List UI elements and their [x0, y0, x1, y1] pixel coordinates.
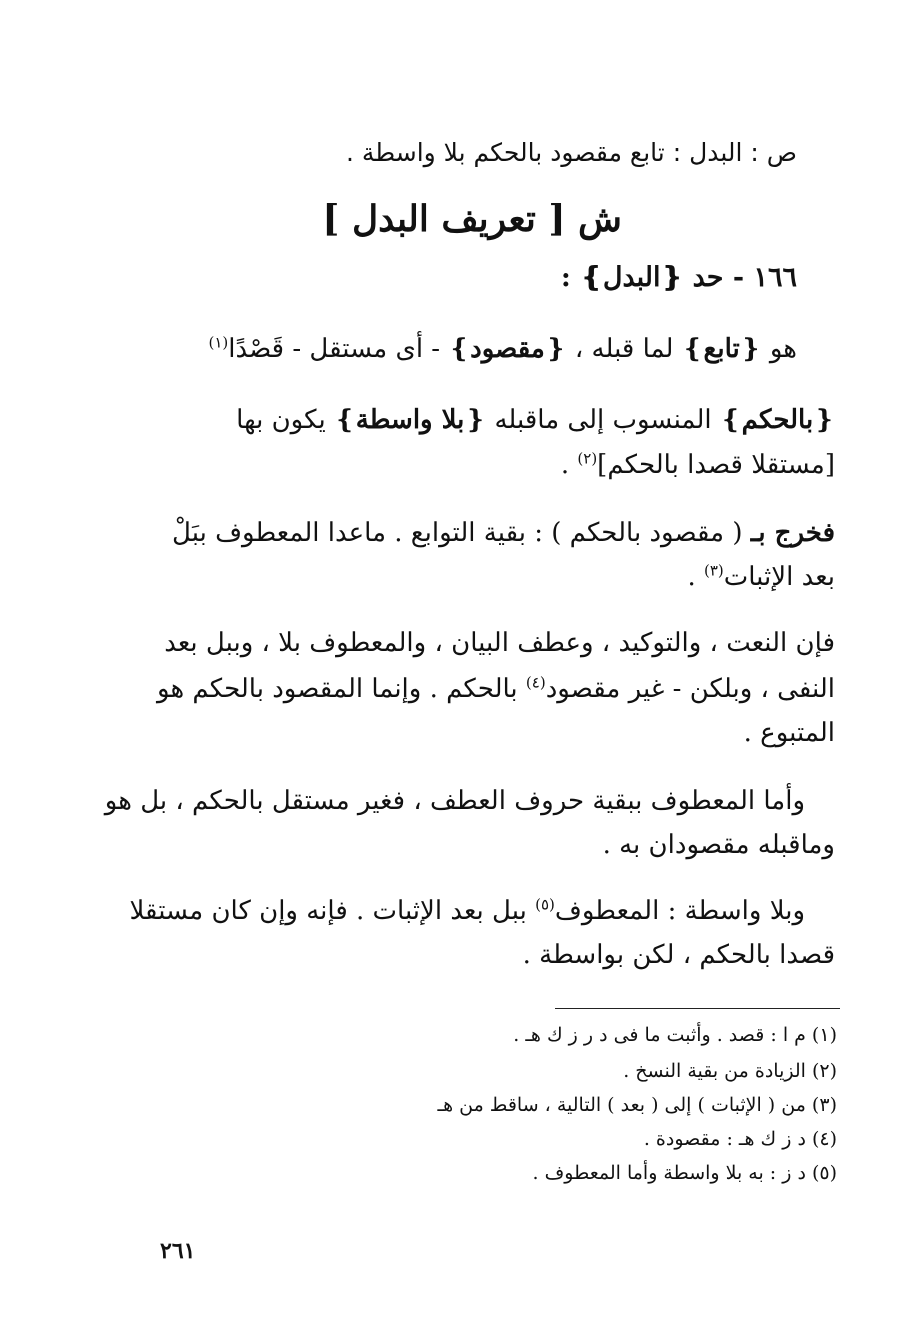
section-number-line: [60, 262, 797, 294]
footnote-4: (٤) د ز ك هـ : مقصودة .: [643, 1128, 837, 1150]
para2-bracket-text: [مستقلا قصدا بالحكم]: [597, 450, 835, 480]
para3-line1: [60, 518, 835, 549]
section-number: ١٦٦: [753, 262, 797, 293]
section-term: البدل: [602, 262, 661, 293]
ornament-open-icon: ❴: [660, 262, 684, 293]
para2-line2: [60, 450, 835, 481]
para1-word: هو: [769, 334, 797, 364]
para4-line3: المتبوع .: [743, 718, 835, 748]
matn-line: ص : البدل : تابع مقصود بالحكم بلا واسطة .: [345, 138, 797, 167]
term-bila-wasita: بلا واسطة: [355, 405, 465, 435]
para5-line2: وماقبله مقصودان به .: [602, 830, 835, 860]
section-label: حد: [692, 262, 724, 293]
ornament-close-icon: ❵: [580, 262, 603, 293]
footnote-2: (٢) الزيادة من بقية النسخ .: [623, 1060, 837, 1082]
para2-text2: يكون بها: [236, 405, 326, 435]
para3-text2: بعد الإثبات: [723, 562, 835, 592]
para1-text2: - أى مستقل - قَصْدًا: [228, 334, 441, 364]
footnote-ref-5: (٥): [535, 895, 555, 914]
section-heading: ش [ تعريف البدل ]: [322, 198, 622, 240]
para5-line1: وأما المعطوف ببقية حروف العطف ، فغير مستقل بالحكم ، بل هو: [104, 786, 805, 816]
footnote-5: (٥) د ز : به بلا واسطة وأما المعطوف .: [532, 1162, 837, 1184]
para6-line2: قصدا بالحكم ، لكن بواسطة .: [522, 940, 835, 970]
section-dash: -: [732, 262, 745, 293]
page-number: ٢٦١: [160, 1238, 196, 1264]
para6-text: وبلا واسطة : المعطوف: [554, 896, 805, 926]
term-maqsud: مقصود: [470, 334, 545, 364]
footnote-ref-3: (٣): [703, 561, 724, 580]
para1-line1: هو ❴تابع❵ لما قبله ، ❴مقصود❵ - أى مستقل - قَصْدًا$^{(١)}$: [208, 333, 797, 364]
para3-lead: فخرج بـ: [750, 518, 835, 548]
section-colon: :: [560, 262, 571, 293]
para3-text: ( مقصود بالحكم ) : بقية التوابع . ماعدا المعطوف ببَلْ: [172, 518, 743, 548]
footnote-ref-1: (١): [208, 333, 229, 352]
footnote-ref-2: (٢): [577, 449, 598, 468]
para2-text: المنسوب إلى ماقبله: [494, 405, 712, 435]
para2-line1: ❴بالحكم❵ المنسوب إلى ماقبله ❴بلا واسطة❵ يكون بها: [236, 405, 835, 435]
para4-text: النفى ، وبلكن - غير مقصود: [545, 674, 835, 704]
term-tabi: تابع: [703, 334, 740, 364]
footnote-separator: [555, 1008, 840, 1009]
para6-text2: ببل بعد الإثبات . فإنه وإن كان مستقلا: [129, 896, 527, 926]
para3-end: .: [687, 562, 696, 592]
para2-end: .: [560, 450, 570, 480]
para4-line2: [60, 674, 835, 705]
para3-line2: [60, 562, 835, 593]
para4-text2: بالحكم . وإنما المقصود بالحكم هو: [157, 674, 518, 704]
footnote-1: (١) م ا : قصد . وأثبت ما فى د ر ز ك هـ .: [513, 1024, 837, 1046]
para1-text: لما قبله ،: [574, 334, 674, 364]
term-bilhukm: بالحكم: [741, 405, 814, 435]
footnote-ref-4: (٤): [525, 673, 546, 692]
footnote-3: (٣) من ( الإثبات ) إلى ( بعد ) التالية ، ساقط من هـ: [437, 1094, 837, 1116]
para6-line1: [60, 896, 805, 927]
para4-line1: فإن النعت ، والتوكيد ، وعطف البيان ، والمعطوف بلا ، وببل بعد: [164, 628, 835, 658]
